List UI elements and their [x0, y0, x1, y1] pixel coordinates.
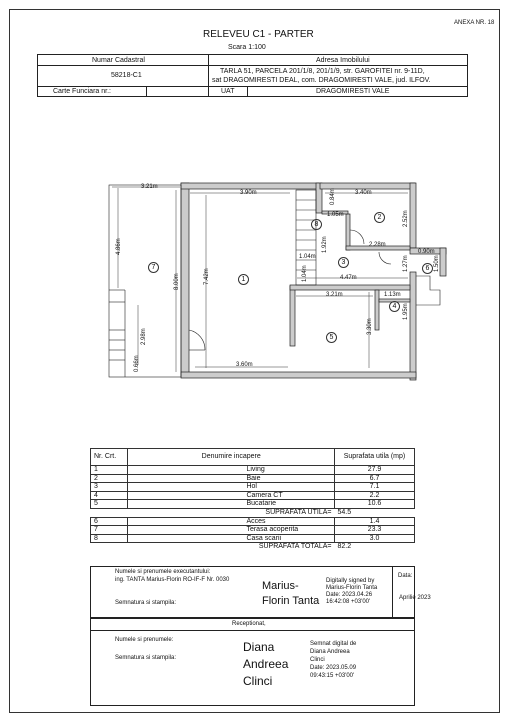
- room-label: 2: [374, 212, 385, 223]
- useful-total-label: SUPRAFATA UTILA=: [265, 508, 332, 516]
- dim-label: 1.50m: [434, 255, 440, 272]
- signature-info: Marius-Florin Tanta: [326, 585, 378, 591]
- header-area: Suprafata utila (mp): [335, 449, 415, 466]
- room-label: 6: [422, 263, 433, 274]
- signature-info: Digitally signed by: [326, 578, 375, 584]
- executant-label: Numele si prenumele executantului:: [115, 569, 211, 575]
- dim-label: 1.04m: [302, 265, 308, 282]
- page-title: RELEVEU C1 - PARTER: [203, 29, 314, 40]
- address-label: Adresa Imobilului: [316, 57, 370, 64]
- executant-sign-label: Semnatura si stampila:: [115, 600, 177, 606]
- useful-total-row: [91, 508, 415, 517]
- signature-info: Date: 2023.04.26: [326, 592, 373, 598]
- address-line-2: sat DRAGOMIRESTI DEAL, com. DRAGOMIRESTI VALE, jud. ILFOV.: [212, 77, 431, 84]
- dim-label: 3.60m: [236, 362, 253, 368]
- dim-label: 0.90m: [418, 249, 435, 255]
- table-row: 6 Acces 1.4: [91, 517, 415, 526]
- land-book-label: Carte Funciara nr.:: [53, 88, 111, 95]
- room-label: 1: [238, 274, 249, 285]
- reception-label: Receptionat,: [232, 621, 266, 627]
- dim-label: 3.21m: [326, 292, 343, 298]
- dim-label: 3.40m: [355, 190, 372, 196]
- table-row: 4 Camera CT 2.2: [91, 491, 415, 500]
- dim-label: 2.52m: [403, 210, 409, 227]
- reception-signature-info: Semnat digital de: [310, 641, 357, 647]
- reception-signature-info: 09:43:15 +03'00': [310, 673, 355, 679]
- uat-value: DRAGOMIRESTI VALE: [316, 88, 390, 95]
- dim-label: 7.42m: [204, 268, 210, 285]
- grand-total-row: [91, 543, 415, 551]
- address-line-1: TARLA 51, PARCELA 201/1/8, 201/1/9, str. GAROFITEI nr. 9-11D,: [220, 68, 425, 75]
- room-label: 5: [326, 332, 337, 343]
- dim-label: 0.84m: [330, 188, 336, 205]
- dim-label: 2.28m: [369, 242, 386, 248]
- date-value: Aprilie 2023: [399, 595, 431, 601]
- reception-sign-label: Semnatura si stampila:: [115, 655, 177, 661]
- signature-info: 16:42:08 +03'00': [326, 599, 371, 605]
- table-row: 3 Hol 7.1: [91, 483, 415, 492]
- table-row: 8 Casa scarii 3.0: [91, 534, 415, 543]
- room-label: 8: [311, 219, 322, 230]
- executant-name: ing. TANTA Marius-Florin RO-IF-F Nr. 0030: [115, 577, 230, 583]
- header-name: Denumire incapere: [128, 449, 335, 466]
- room-label: 7: [148, 262, 159, 273]
- dim-label: 1.04m: [299, 254, 316, 260]
- useful-total-value: 54.5: [337, 508, 352, 516]
- table-row: 1 Living 27.9: [91, 466, 415, 475]
- dim-label: 0.66m: [134, 355, 140, 372]
- table-row: 5 Bucatarie 10.6: [91, 500, 415, 509]
- dim-label: 1.92m: [322, 236, 328, 253]
- reception-signature-info: Clinci: [310, 657, 325, 663]
- dim-label: 8.00m: [174, 273, 180, 290]
- dim-label: 1.05m: [327, 212, 344, 218]
- dim-label: 1.95m: [403, 303, 409, 320]
- area-table: [90, 448, 415, 551]
- table-row: 2 Baie 6.7: [91, 474, 415, 483]
- reception-signature-info: Diana Andreea: [310, 649, 350, 655]
- grand-total-value: 82.2: [337, 543, 352, 551]
- table-row: 7 Terasa acoperita 23.3: [91, 526, 415, 535]
- reception-signature-name: Diana: [243, 640, 275, 654]
- dim-label: 2.98m: [141, 328, 147, 345]
- header-nr: Nr. Crt.: [91, 449, 128, 466]
- dim-label: 3.90m: [240, 190, 257, 196]
- scale-label: Scara 1:100: [228, 44, 266, 51]
- signature-name: Florin Tanta: [262, 595, 320, 607]
- cadastral-label: Numar Cadastral: [92, 57, 145, 64]
- uat-label: UAT: [221, 88, 235, 95]
- room-label: 3: [338, 257, 349, 268]
- annex-number: ANEXA NR. 18: [454, 20, 495, 26]
- signature-name: Marius-: [262, 580, 299, 592]
- dim-label: 1.13m: [384, 292, 401, 298]
- dim-label: 1.27m: [403, 255, 409, 272]
- room-label: 4: [389, 301, 400, 312]
- cadastral-value: 58218-C1: [111, 72, 142, 79]
- date-label: Data:: [398, 573, 413, 579]
- dim-label: 4.86m: [116, 238, 122, 255]
- reception-signature-info: Date: 2023.05.09: [310, 665, 357, 671]
- dim-label: 4.47m: [340, 275, 357, 281]
- reception-signature-name: Andreea: [243, 657, 289, 671]
- grand-total-label: SUPRAFATA TOTALA=: [258, 543, 332, 551]
- reception-name-label: Numele si prenumele:: [115, 637, 174, 643]
- dim-label: 3.30m: [367, 318, 373, 335]
- reception-signature-name: Clinci: [243, 674, 273, 688]
- dim-label: 3.21m: [141, 184, 158, 190]
